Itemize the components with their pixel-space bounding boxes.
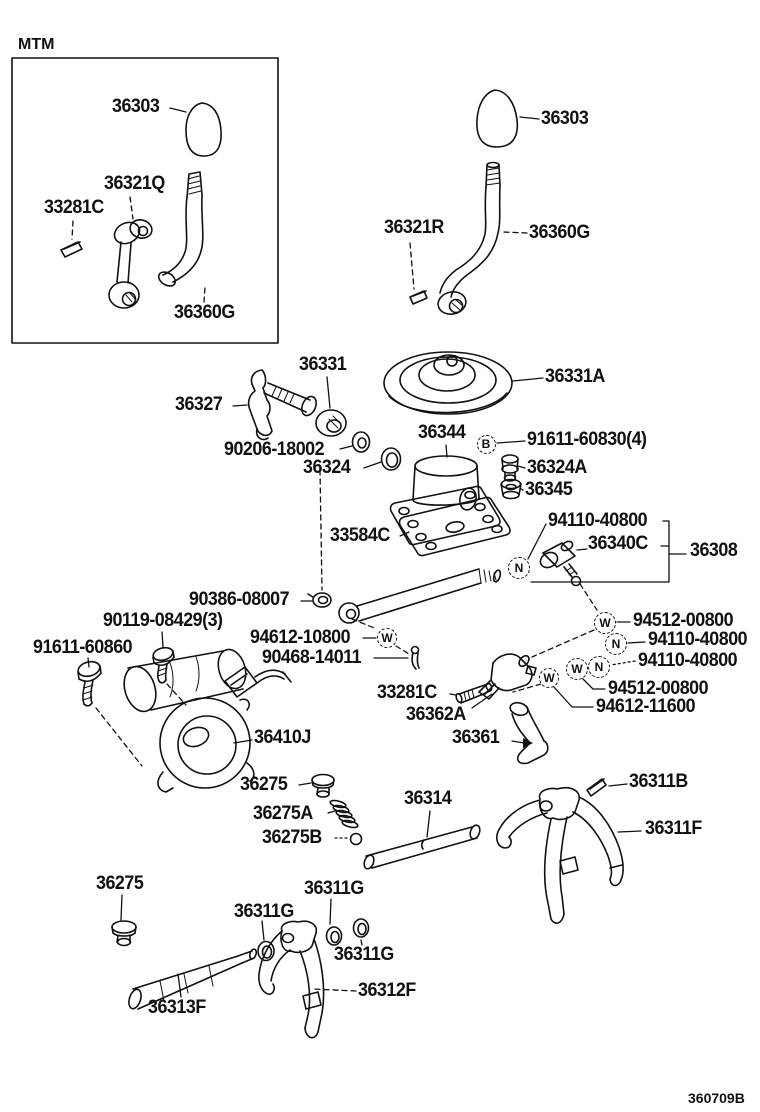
part-label-36311G: 36311G xyxy=(334,944,394,965)
part-label-36311G: 36311G xyxy=(304,878,364,899)
part-label-94512-00800: 94512-00800 xyxy=(633,610,734,631)
part-label-36321Q: 36321Q xyxy=(104,173,165,194)
fastener-marker-W: W xyxy=(377,628,397,648)
part-label-33584C: 33584C xyxy=(330,525,390,546)
part-label-36345: 36345 xyxy=(525,479,573,500)
part-label-90468-14011: 90468-14011 xyxy=(262,647,362,668)
part-label-94512-00800: 94512-00800 xyxy=(608,678,709,699)
part-label-36327: 36327 xyxy=(175,394,223,415)
part-label-36321R: 36321R xyxy=(384,217,444,238)
part-label-36312F: 36312F xyxy=(358,980,416,1001)
part-label-36275: 36275 xyxy=(96,873,144,894)
part-label-91611-60830(4): 91611-60830(4) xyxy=(527,429,647,450)
part-label-36314: 36314 xyxy=(404,788,452,809)
part-label-36362A: 36362A xyxy=(406,704,466,725)
part-label-90386-08007: 90386-08007 xyxy=(189,589,290,610)
part-label-36331A: 36331A xyxy=(545,366,605,387)
fastener-marker-W: W xyxy=(539,668,559,688)
fastener-marker-N: N xyxy=(508,557,530,579)
fastener-marker-W: W xyxy=(566,658,588,680)
sheet-code: 360709B xyxy=(688,1090,745,1106)
part-label-36303: 36303 xyxy=(541,108,589,129)
corner-label: MTM xyxy=(18,36,55,53)
fastener-marker-N: N xyxy=(588,656,610,678)
part-label-94612-10800: 94612-10800 xyxy=(250,627,351,648)
part-label-94110-40800: 94110-40800 xyxy=(648,629,748,650)
part-label-36275A: 36275A xyxy=(253,803,313,824)
part-label-36360G: 36360G xyxy=(529,222,590,243)
fastener-marker-W: W xyxy=(594,612,616,634)
part-label-94110-40800: 94110-40800 xyxy=(548,510,648,531)
part-label-94110-40800: 94110-40800 xyxy=(638,650,738,671)
part-label-36311F: 36311F xyxy=(645,818,702,839)
part-label-36311G: 36311G xyxy=(234,901,294,922)
part-label-33281C: 33281C xyxy=(377,682,437,703)
part-label-36311B: 36311B xyxy=(629,771,688,792)
part-label-36324: 36324 xyxy=(303,457,351,478)
part-label-36303: 36303 xyxy=(112,96,160,117)
part-label-90119-08429(3): 90119-08429(3) xyxy=(103,610,223,631)
part-label-36331: 36331 xyxy=(299,354,347,375)
part-label-91611-60860: 91611-60860 xyxy=(33,637,133,658)
fastener-marker-N: N xyxy=(605,633,627,655)
part-label-94612-11600: 94612-11600 xyxy=(596,696,696,717)
part-label-36360G: 36360G xyxy=(174,302,235,323)
part-label-36344: 36344 xyxy=(418,422,466,443)
part-label-33281C: 33281C xyxy=(44,197,104,218)
part-label-36340C: 36340C xyxy=(588,533,648,554)
part-label-36410J: 36410J xyxy=(254,727,311,748)
part-label-36313F: 36313F xyxy=(148,997,206,1018)
part-label-36324A: 36324A xyxy=(527,457,587,478)
part-label-36308: 36308 xyxy=(690,540,738,561)
fastener-marker-B: B xyxy=(477,435,496,454)
part-label-36275B: 36275B xyxy=(262,827,322,848)
part-label-36275: 36275 xyxy=(240,774,288,795)
part-label-90206-18002: 90206-18002 xyxy=(224,439,325,460)
part-label-36361: 36361 xyxy=(452,727,500,748)
